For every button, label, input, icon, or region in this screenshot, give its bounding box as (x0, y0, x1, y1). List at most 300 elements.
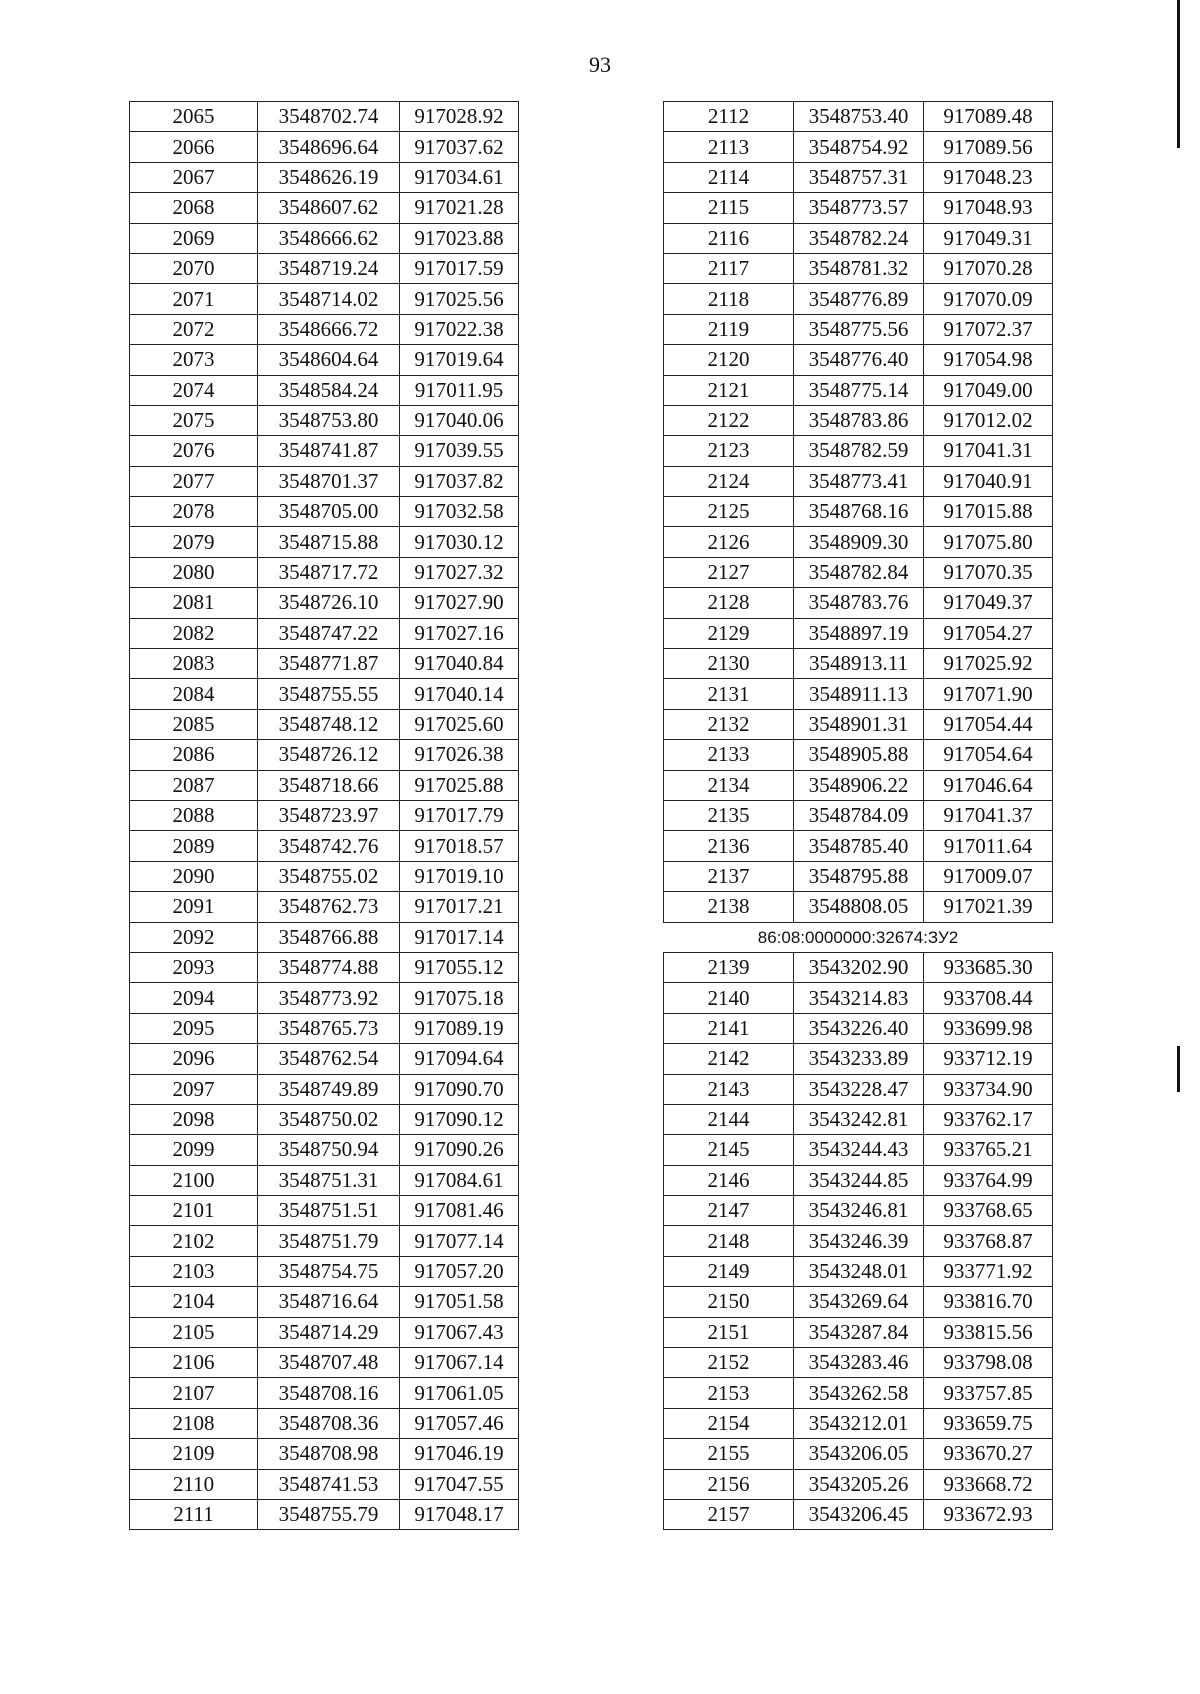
table-row (664, 345, 1053, 375)
x-coordinate-cell: 3548909.30 (794, 527, 924, 557)
point-number-cell: 2141 (664, 1013, 794, 1043)
table-row (664, 1439, 1053, 1469)
point-number-cell: 2089 (130, 831, 258, 861)
table-row (130, 770, 519, 800)
y-coordinate-cell: 917015.88 (924, 497, 1053, 527)
table-row (130, 1317, 519, 1347)
point-number-cell: 2128 (664, 588, 794, 618)
y-coordinate-cell: 917054.98 (924, 345, 1053, 375)
table-row (130, 345, 519, 375)
coordinates-table-left (129, 101, 519, 1530)
y-coordinate-cell: 933670.27 (924, 1439, 1053, 1469)
point-number-cell: 2102 (130, 1226, 258, 1256)
point-number-cell: 2093 (130, 952, 258, 982)
y-coordinate-cell: 917025.88 (400, 770, 519, 800)
table-row (664, 800, 1053, 830)
x-coordinate-cell: 3548707.48 (258, 1348, 400, 1378)
x-coordinate-cell: 3548753.80 (258, 405, 400, 435)
y-coordinate-cell: 917089.56 (924, 132, 1053, 162)
x-coordinate-cell: 3543283.46 (794, 1348, 924, 1378)
x-coordinate-cell: 3543262.58 (794, 1378, 924, 1408)
point-number-cell: 2151 (664, 1317, 794, 1347)
x-coordinate-cell: 3548755.79 (258, 1499, 400, 1529)
table-row (664, 1378, 1053, 1408)
table-row (664, 1256, 1053, 1286)
y-coordinate-cell: 917051.58 (400, 1287, 519, 1317)
point-number-cell: 2110 (130, 1469, 258, 1499)
y-coordinate-cell: 917046.64 (924, 770, 1053, 800)
table-body-left (130, 102, 519, 1530)
point-number-cell: 2133 (664, 740, 794, 770)
y-coordinate-cell: 917084.61 (400, 1165, 519, 1195)
point-number-cell: 2155 (664, 1439, 794, 1469)
table-row (130, 588, 519, 618)
point-number-cell: 2095 (130, 1013, 258, 1043)
point-number-cell: 2108 (130, 1408, 258, 1438)
table-row (664, 375, 1053, 405)
table-row (664, 649, 1053, 679)
point-number-cell: 2130 (664, 649, 794, 679)
x-coordinate-cell: 3548717.72 (258, 557, 400, 587)
x-coordinate-cell: 3548584.24 (258, 375, 400, 405)
point-number-cell: 2073 (130, 345, 258, 375)
y-coordinate-cell: 917089.19 (400, 1013, 519, 1043)
y-coordinate-cell: 917071.90 (924, 679, 1053, 709)
point-number-cell: 2078 (130, 497, 258, 527)
point-number-cell: 2090 (130, 861, 258, 891)
table-row (664, 1044, 1053, 1074)
y-coordinate-cell: 917011.64 (924, 831, 1053, 861)
table-row (130, 193, 519, 223)
table-row (130, 1104, 519, 1134)
y-coordinate-cell: 917017.14 (400, 922, 519, 952)
y-coordinate-cell: 917048.93 (924, 193, 1053, 223)
point-number-cell: 2083 (130, 649, 258, 679)
point-number-cell: 2094 (130, 983, 258, 1013)
x-coordinate-cell: 3548773.57 (794, 193, 924, 223)
x-coordinate-cell: 3543287.84 (794, 1317, 924, 1347)
point-number-cell: 2136 (664, 831, 794, 861)
x-coordinate-cell: 3548750.02 (258, 1104, 400, 1134)
y-coordinate-cell: 917094.64 (400, 1044, 519, 1074)
y-coordinate-cell: 917067.14 (400, 1348, 519, 1378)
table-row (130, 1196, 519, 1226)
point-number-cell: 2118 (664, 284, 794, 314)
y-coordinate-cell: 917057.20 (400, 1256, 519, 1286)
point-number-cell: 2084 (130, 679, 258, 709)
table-row (664, 1196, 1053, 1226)
table-row (130, 800, 519, 830)
x-coordinate-cell: 3543202.90 (794, 952, 924, 982)
table-row (130, 102, 519, 132)
point-number-cell: 2139 (664, 952, 794, 982)
point-number-cell: 2149 (664, 1256, 794, 1286)
table-row (130, 314, 519, 344)
y-coordinate-cell: 917089.48 (924, 102, 1053, 132)
x-coordinate-cell: 3548701.37 (258, 466, 400, 496)
y-coordinate-cell: 917057.46 (400, 1408, 519, 1438)
table-row (664, 679, 1053, 709)
scan-edge-mark (1177, 0, 1180, 148)
y-coordinate-cell: 933768.87 (924, 1226, 1053, 1256)
y-coordinate-cell: 917011.95 (400, 375, 519, 405)
table-row (664, 557, 1053, 587)
x-coordinate-cell: 3548773.92 (258, 983, 400, 1013)
y-coordinate-cell: 917039.55 (400, 436, 519, 466)
point-number-cell: 2140 (664, 983, 794, 1013)
table-row (130, 1135, 519, 1165)
y-coordinate-cell: 917049.37 (924, 588, 1053, 618)
y-coordinate-cell: 917049.31 (924, 223, 1053, 253)
table-row (664, 223, 1053, 253)
table-row (130, 679, 519, 709)
x-coordinate-cell: 3548762.73 (258, 892, 400, 922)
x-coordinate-cell: 3548906.22 (794, 770, 924, 800)
x-coordinate-cell: 3543206.45 (794, 1499, 924, 1529)
x-coordinate-cell: 3543226.40 (794, 1013, 924, 1043)
y-coordinate-cell: 917047.55 (400, 1469, 519, 1499)
point-number-cell: 2070 (130, 253, 258, 283)
point-number-cell: 2127 (664, 557, 794, 587)
x-coordinate-cell: 3543246.81 (794, 1196, 924, 1226)
table-row (664, 1104, 1053, 1134)
table-row (664, 527, 1053, 557)
y-coordinate-cell: 917032.58 (400, 497, 519, 527)
table-row (130, 375, 519, 405)
table-row (130, 436, 519, 466)
table-row (130, 1165, 519, 1195)
x-coordinate-cell: 3548708.36 (258, 1408, 400, 1438)
table-row (130, 557, 519, 587)
y-coordinate-cell: 917025.92 (924, 649, 1053, 679)
table-row (664, 284, 1053, 314)
cadastral-number-label: 86:08:0000000:32674:ЗУ2 (664, 922, 1053, 952)
table-row (130, 952, 519, 982)
point-number-cell: 2100 (130, 1165, 258, 1195)
table-row (130, 922, 519, 952)
x-coordinate-cell: 3548913.11 (794, 649, 924, 679)
y-coordinate-cell: 917040.91 (924, 466, 1053, 496)
y-coordinate-cell: 917017.79 (400, 800, 519, 830)
table-row (130, 892, 519, 922)
y-coordinate-cell: 917041.31 (924, 436, 1053, 466)
table-row (130, 527, 519, 557)
x-coordinate-cell: 3548775.14 (794, 375, 924, 405)
point-number-cell: 2065 (130, 102, 258, 132)
point-number-cell: 2142 (664, 1044, 794, 1074)
point-number-cell: 2101 (130, 1196, 258, 1226)
point-number-cell: 2068 (130, 193, 258, 223)
y-coordinate-cell: 917030.12 (400, 527, 519, 557)
y-coordinate-cell: 917026.38 (400, 740, 519, 770)
x-coordinate-cell: 3548741.53 (258, 1469, 400, 1499)
table-row (664, 436, 1053, 466)
point-number-cell: 2129 (664, 618, 794, 648)
x-coordinate-cell: 3543242.81 (794, 1104, 924, 1134)
point-number-cell: 2121 (664, 375, 794, 405)
x-coordinate-cell: 3548783.76 (794, 588, 924, 618)
point-number-cell: 2096 (130, 1044, 258, 1074)
x-coordinate-cell: 3548754.92 (794, 132, 924, 162)
x-coordinate-cell: 3548714.02 (258, 284, 400, 314)
point-number-cell: 2134 (664, 770, 794, 800)
point-number-cell: 2152 (664, 1348, 794, 1378)
x-coordinate-cell: 3548747.22 (258, 618, 400, 648)
table-row (664, 193, 1053, 223)
y-coordinate-cell: 933712.19 (924, 1044, 1053, 1074)
x-coordinate-cell: 3548776.89 (794, 284, 924, 314)
point-number-cell: 2148 (664, 1226, 794, 1256)
x-coordinate-cell: 3543233.89 (794, 1044, 924, 1074)
y-coordinate-cell: 917090.26 (400, 1135, 519, 1165)
y-coordinate-cell: 917023.88 (400, 223, 519, 253)
y-coordinate-cell: 917009.07 (924, 861, 1053, 891)
table-row (130, 831, 519, 861)
x-coordinate-cell: 3548785.40 (794, 831, 924, 861)
y-coordinate-cell: 917019.10 (400, 861, 519, 891)
y-coordinate-cell: 917061.05 (400, 1378, 519, 1408)
point-number-cell: 2145 (664, 1135, 794, 1165)
table-row (664, 314, 1053, 344)
table-row (130, 649, 519, 679)
table-row (130, 223, 519, 253)
table-row (664, 1348, 1053, 1378)
point-number-cell: 2150 (664, 1287, 794, 1317)
table-row (130, 162, 519, 192)
x-coordinate-cell: 3548771.87 (258, 649, 400, 679)
y-coordinate-cell: 917017.21 (400, 892, 519, 922)
point-number-cell: 2132 (664, 709, 794, 739)
y-coordinate-cell: 917054.64 (924, 740, 1053, 770)
point-number-cell: 2144 (664, 1104, 794, 1134)
y-coordinate-cell: 917012.02 (924, 405, 1053, 435)
table-row (130, 466, 519, 496)
y-coordinate-cell: 933672.93 (924, 1499, 1053, 1529)
x-coordinate-cell: 3548783.86 (794, 405, 924, 435)
table-row (664, 162, 1053, 192)
x-coordinate-cell: 3548782.59 (794, 436, 924, 466)
table-row (130, 1408, 519, 1438)
x-coordinate-cell: 3548666.72 (258, 314, 400, 344)
x-coordinate-cell: 3548723.97 (258, 800, 400, 830)
x-coordinate-cell: 3548753.40 (794, 102, 924, 132)
y-coordinate-cell: 917048.17 (400, 1499, 519, 1529)
table-row (664, 983, 1053, 1013)
x-coordinate-cell: 3548757.31 (794, 162, 924, 192)
table-row (664, 740, 1053, 770)
y-coordinate-cell: 917077.14 (400, 1226, 519, 1256)
x-coordinate-cell: 3543248.01 (794, 1256, 924, 1286)
page-number: 93 (589, 52, 611, 77)
y-coordinate-cell: 917021.28 (400, 193, 519, 223)
y-coordinate-cell: 933771.92 (924, 1256, 1053, 1286)
y-coordinate-cell: 933765.21 (924, 1135, 1053, 1165)
y-coordinate-cell: 917054.27 (924, 618, 1053, 648)
y-coordinate-cell: 917055.12 (400, 952, 519, 982)
y-coordinate-cell: 917021.39 (924, 892, 1053, 922)
y-coordinate-cell: 917049.00 (924, 375, 1053, 405)
table-row (130, 405, 519, 435)
x-coordinate-cell: 3548726.12 (258, 740, 400, 770)
scan-edge-mark (1177, 1046, 1180, 1092)
table-row (664, 1226, 1053, 1256)
x-coordinate-cell: 3548702.74 (258, 102, 400, 132)
x-coordinate-cell: 3543228.47 (794, 1074, 924, 1104)
point-number-cell: 2117 (664, 253, 794, 283)
x-coordinate-cell: 3543269.64 (794, 1287, 924, 1317)
point-number-cell: 2115 (664, 193, 794, 223)
point-number-cell: 2071 (130, 284, 258, 314)
x-coordinate-cell: 3548901.31 (794, 709, 924, 739)
y-coordinate-cell: 917040.06 (400, 405, 519, 435)
table-row (130, 1226, 519, 1256)
point-number-cell: 2157 (664, 1499, 794, 1529)
table-row (130, 1044, 519, 1074)
y-coordinate-cell: 917067.43 (400, 1317, 519, 1347)
point-number-cell: 2154 (664, 1408, 794, 1438)
y-coordinate-cell: 933699.98 (924, 1013, 1053, 1043)
table-row (130, 709, 519, 739)
x-coordinate-cell: 3548748.12 (258, 709, 400, 739)
table-body-right (664, 102, 1053, 1530)
point-number-cell: 2098 (130, 1104, 258, 1134)
y-coordinate-cell: 933798.08 (924, 1348, 1053, 1378)
x-coordinate-cell: 3548765.73 (258, 1013, 400, 1043)
point-number-cell: 2107 (130, 1378, 258, 1408)
y-coordinate-cell: 933768.65 (924, 1196, 1053, 1226)
x-coordinate-cell: 3548696.64 (258, 132, 400, 162)
x-coordinate-cell: 3548795.88 (794, 861, 924, 891)
x-coordinate-cell: 3548604.64 (258, 345, 400, 375)
table-row (130, 1378, 519, 1408)
coordinates-table-right (663, 101, 1053, 1530)
x-coordinate-cell: 3548782.24 (794, 223, 924, 253)
point-number-cell: 2085 (130, 709, 258, 739)
x-coordinate-cell: 3548754.75 (258, 1256, 400, 1286)
x-coordinate-cell: 3548715.88 (258, 527, 400, 557)
y-coordinate-cell: 917018.57 (400, 831, 519, 861)
y-coordinate-cell: 917090.70 (400, 1074, 519, 1104)
table-row (664, 405, 1053, 435)
x-coordinate-cell: 3548741.87 (258, 436, 400, 466)
x-coordinate-cell: 3548726.10 (258, 588, 400, 618)
x-coordinate-cell: 3548774.88 (258, 952, 400, 982)
x-coordinate-cell: 3548775.56 (794, 314, 924, 344)
x-coordinate-cell: 3548716.64 (258, 1287, 400, 1317)
point-number-cell: 2082 (130, 618, 258, 648)
x-coordinate-cell: 3548762.54 (258, 1044, 400, 1074)
point-number-cell: 2120 (664, 345, 794, 375)
y-coordinate-cell: 917027.16 (400, 618, 519, 648)
x-coordinate-cell: 3548666.62 (258, 223, 400, 253)
point-number-cell: 2138 (664, 892, 794, 922)
table-row (130, 284, 519, 314)
point-number-cell: 2124 (664, 466, 794, 496)
x-coordinate-cell: 3548719.24 (258, 253, 400, 283)
point-number-cell: 2091 (130, 892, 258, 922)
table-row (664, 1074, 1053, 1104)
table-row (664, 1165, 1053, 1195)
point-number-cell: 2103 (130, 1256, 258, 1286)
x-coordinate-cell: 3548742.76 (258, 831, 400, 861)
point-number-cell: 2137 (664, 861, 794, 891)
x-coordinate-cell: 3548897.19 (794, 618, 924, 648)
y-coordinate-cell: 917070.35 (924, 557, 1053, 587)
y-coordinate-cell: 917040.14 (400, 679, 519, 709)
table-row (130, 861, 519, 891)
point-number-cell: 2075 (130, 405, 258, 435)
table-row (130, 1439, 519, 1469)
point-number-cell: 2074 (130, 375, 258, 405)
x-coordinate-cell: 3548751.31 (258, 1165, 400, 1195)
x-coordinate-cell: 3548708.98 (258, 1439, 400, 1469)
y-coordinate-cell: 917048.23 (924, 162, 1053, 192)
table-row (130, 983, 519, 1013)
x-coordinate-cell: 3548776.40 (794, 345, 924, 375)
y-coordinate-cell: 917034.61 (400, 162, 519, 192)
point-number-cell: 2125 (664, 497, 794, 527)
y-coordinate-cell: 917070.09 (924, 284, 1053, 314)
y-coordinate-cell: 917070.28 (924, 253, 1053, 283)
y-coordinate-cell: 917054.44 (924, 709, 1053, 739)
y-coordinate-cell: 917017.59 (400, 253, 519, 283)
group-header-row (664, 922, 1053, 952)
point-number-cell: 2072 (130, 314, 258, 344)
x-coordinate-cell: 3548808.05 (794, 892, 924, 922)
point-number-cell: 2106 (130, 1348, 258, 1378)
point-number-cell: 2146 (664, 1165, 794, 1195)
y-coordinate-cell: 917072.37 (924, 314, 1053, 344)
x-coordinate-cell: 3548755.55 (258, 679, 400, 709)
y-coordinate-cell: 917027.32 (400, 557, 519, 587)
point-number-cell: 2105 (130, 1317, 258, 1347)
point-number-cell: 2087 (130, 770, 258, 800)
point-number-cell: 2092 (130, 922, 258, 952)
y-coordinate-cell: 933815.56 (924, 1317, 1053, 1347)
x-coordinate-cell: 3543244.43 (794, 1135, 924, 1165)
y-coordinate-cell: 917025.60 (400, 709, 519, 739)
y-coordinate-cell: 933757.85 (924, 1378, 1053, 1408)
y-coordinate-cell: 933762.17 (924, 1104, 1053, 1134)
x-coordinate-cell: 3548755.02 (258, 861, 400, 891)
table-row (130, 1013, 519, 1043)
point-number-cell: 2143 (664, 1074, 794, 1104)
point-number-cell: 2080 (130, 557, 258, 587)
point-number-cell: 2113 (664, 132, 794, 162)
y-coordinate-cell: 917075.18 (400, 983, 519, 1013)
x-coordinate-cell: 3548626.19 (258, 162, 400, 192)
table-row (664, 618, 1053, 648)
point-number-cell: 2126 (664, 527, 794, 557)
table-row (664, 709, 1053, 739)
table-row (130, 740, 519, 770)
table-row (664, 1408, 1053, 1438)
y-coordinate-cell: 917025.56 (400, 284, 519, 314)
point-number-cell: 2156 (664, 1469, 794, 1499)
y-coordinate-cell: 917019.64 (400, 345, 519, 375)
x-coordinate-cell: 3543205.26 (794, 1469, 924, 1499)
y-coordinate-cell: 917090.12 (400, 1104, 519, 1134)
y-coordinate-cell: 917037.62 (400, 132, 519, 162)
point-number-cell: 2067 (130, 162, 258, 192)
table-row (664, 1317, 1053, 1347)
point-number-cell: 2147 (664, 1196, 794, 1226)
point-number-cell: 2153 (664, 1378, 794, 1408)
table-row (664, 892, 1053, 922)
point-number-cell: 2069 (130, 223, 258, 253)
table-row (130, 618, 519, 648)
x-coordinate-cell: 3548718.66 (258, 770, 400, 800)
